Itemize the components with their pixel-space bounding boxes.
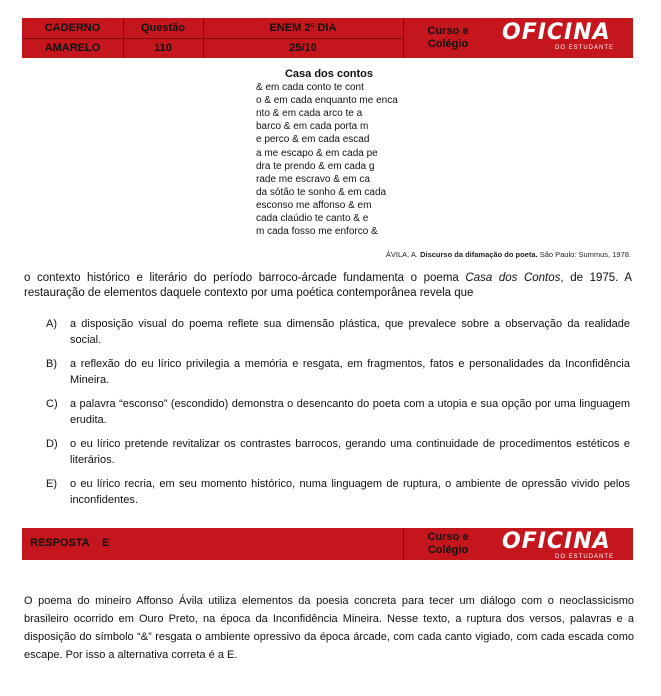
resposta-divider — [403, 528, 404, 560]
source-credit: ÁVILA, A. Discurso da difamação do poeta. São Paulo: Summus, 1978. — [385, 250, 631, 259]
poem-line: e perco & em cada escad — [256, 134, 370, 146]
poem-line: o & em cada enquanto me enca — [256, 95, 398, 107]
option-d[interactable] — [46, 436, 630, 468]
option-e[interactable] — [46, 476, 630, 508]
answer-options — [46, 316, 630, 516]
poem-line: rade me escravo & em ca — [256, 173, 370, 185]
caderno-label: CADERNO — [44, 22, 101, 34]
resposta-label: RESPOSTA E — [30, 537, 110, 549]
oficina-logo: OFICINA DO ESTUDANTE — [502, 529, 614, 560]
option-letter: D) — [46, 438, 58, 450]
option-text: o eu lírico recria, em seu momento histórico, numa linguagem de ruptura, o ambiente de opressão vivido pelos inconfidentes. — [70, 478, 630, 506]
poem-line: a me escapo & em cada pe — [256, 147, 378, 159]
header-divider — [123, 18, 124, 58]
enem-value: 25/10 — [289, 42, 317, 54]
option-c[interactable] — [46, 396, 630, 428]
option-a[interactable] — [46, 316, 630, 348]
header-divider — [403, 18, 404, 58]
resposta-value: E — [101, 537, 110, 549]
option-letter: B) — [46, 358, 57, 370]
option-text: a palavra “esconso” (escondido) demonstra o desencanto do poeta com a utopia e sua opção por uma linguagem erudita. — [70, 398, 630, 426]
option-letter: E) — [46, 478, 57, 490]
poem-line: da sótão te sonho & em cada — [256, 186, 387, 198]
poem-title: Casa dos contos — [284, 68, 374, 80]
poem-line: nto & em cada arco te a — [256, 108, 363, 120]
option-text: a reflexão do eu lírico privilegia a memória e resgata, em fragmentos, fatos e personalidades da Inconfidência Mineira. — [70, 358, 630, 386]
resposta-bar — [22, 528, 633, 560]
poem — [256, 68, 404, 238]
header-divider — [203, 18, 204, 58]
option-letter: A) — [46, 318, 57, 330]
answer-explanation: O poema do mineiro Affonso Ávila utiliza elementos da poesia concreta para tecer um diálogo com o neoclassicismo brasileiro ocorrido em Ouro Preto, na época da Inconfidência Mineira. Nesse texto, a ruptura dos versos, palavras e a disposição do símbolo “&” resgata o ambiente opressivo da época árcade, com cada canto vigiado, com cada escada como escape. Por isso a alternativa correta é a E. — [24, 595, 634, 661]
oficina-logo: OFICINA DO ESTUDANTE — [502, 20, 614, 51]
curso-colegio: Curso e Colégio — [427, 531, 469, 556]
poem-line: m cada fosso me enforco & — [256, 226, 378, 238]
option-b[interactable] — [46, 356, 630, 388]
header-bar — [22, 18, 633, 58]
questao-value: 110 — [154, 42, 172, 54]
poem-line: & em cada conto te cont — [256, 82, 364, 94]
option-letter: C) — [46, 398, 58, 410]
enem-label: ENEM 2º DIA — [269, 22, 337, 34]
poem-line: dra te prendo & em cada g — [256, 160, 375, 172]
option-text: a disposição visual do poema reflete sua dimensão plástica, que prevalece sobre a observação da realidade social. — [70, 318, 630, 346]
poem-line: barco & em cada porta m — [256, 121, 369, 133]
curso-colegio: Curso e Colégio — [427, 25, 469, 50]
poem-line: cada claúdio te canto & e — [256, 213, 369, 225]
questao-label: Questão — [140, 22, 185, 34]
poem-line: esconso me affonso & em — [256, 199, 372, 211]
question-stem: o contexto histórico e literário do período barroco-árcade fundamenta o poema Casa dos Contos, de 1975. A restauração de elementos daquele contexto por uma poética contemporânea revela que — [24, 272, 632, 299]
header-divider — [22, 38, 403, 39]
caderno-value: AMARELO — [44, 42, 101, 54]
option-text: o eu lírico pretende revitalizar os contrastes barrocos, gerando uma continuidade de procedimentos estéticos e literários. — [70, 438, 630, 466]
